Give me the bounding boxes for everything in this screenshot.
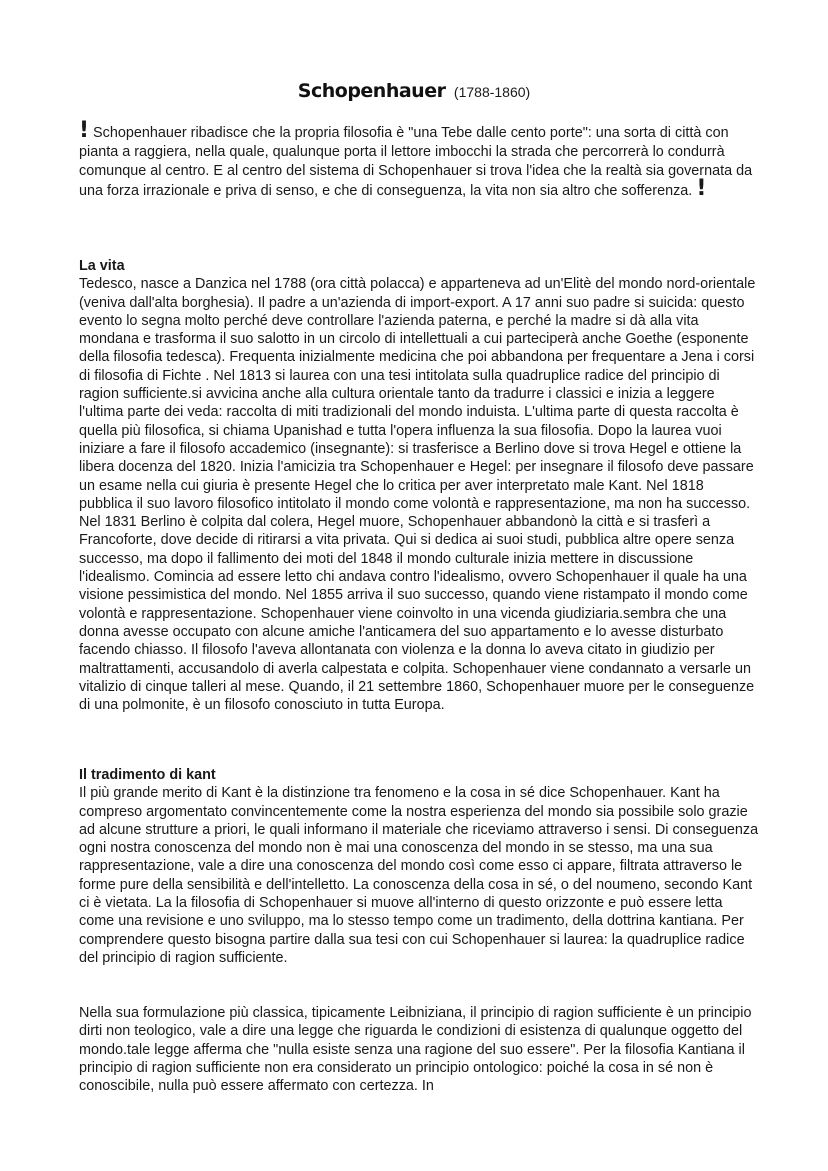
title-years: (1788-1860): [453, 84, 531, 100]
intro-paragraph: [79, 118, 759, 201]
exclamation-icon: !: [79, 118, 90, 143]
paragraph-body: Nella sua formulazione più classica, tipicamente Leibniziana, il principio di ragion sufficiente è un principio dirti non teologico, vale a dire una legge che riguarda le condizioni di esistenza di qualunque oggetto del mondo.tale legge afferma che "nulla esiste senza una ragione del suo essere". Per la filosofia Kantiana il principio di ragion sufficiente non era considerato un principio ontologico: poiché la cosa in sé non è conoscibile, nulla può essere affermato con certezza. In: [79, 1005, 752, 1095]
section-la-vita: [79, 257, 759, 714]
section-tradimento-di-kant: [79, 766, 759, 967]
section-heading: Il tradimento di kant: [79, 767, 216, 783]
title-name: Schopenhauer: [297, 80, 446, 102]
intro-text: Schopenhauer ribadisce che la propria filosofia è "una Tebe dalle cento porte": una sorta di città con pianta a raggiera, nella quale, qualunque porta il lettore imbocchi la strada che percorrerà lo condurrà comunque al centro. E al centro del sistema di Schopenhauer si trova l'idea che la realtà sia governata da una forza irrazionale e priva di senso, e che di conseguenza, la vita non sia altro che sofferenza.: [79, 125, 753, 199]
page-title: [0, 80, 828, 102]
paragraph-ragion-sufficiente: [79, 1004, 759, 1095]
exclamation-icon: !: [696, 175, 707, 201]
section-body: Il più grande merito di Kant è la distinzione tra fenomeno e la cosa in sé dice Schopenhauer. Kant ha compreso argomentato convincentemente come la nostra esperienza del mondo sia possibile solo grazie ad alcune strutture a priori, le quali informano il materiale che riceviamo attraverso i sensi. Di conseguenza ogni nostra conoscenza del mondo non è mai una conoscenza del mondo in se stesso, ma una sua rappresentazione, vale a dire una conoscenza del mondo così come esso ci appare, filtrata attraverso le forme pure della sensibilità e dell'intelletto. La conoscenza della cosa in sé, o del noumeno, secondo Kant ci è vietata. La la filosofia di Schopenhauer si muove all'interno di questo orizzonte e può essere letta come una revisione e uno sviluppo, ma lo stesso tempo come un tradimento, della dottrina kantiana. Per comprendere questo bisogna partire dalla sua tesi con cui Schopenhauer si laurea: la quadruplice radice del principio di ragion sufficiente.: [79, 785, 759, 966]
section-heading: La vita: [79, 258, 125, 274]
section-body: Tedesco, nasce a Danzica nel 1788 (ora città polacca) e apparteneva ad un'Elitè del mondo nord-orientale (veniva dall'alta borghesia). Il padre a un'azienda di import-export. A 17 anni suo padre si suicida: questo evento lo segna molto perché deve controllare l'azienda paterna, e perché la madre si dà alla vita mondana e trasforma il suo salotto in un circolo di intellettuali a cui parteciperà anche Goethe (esponente della filosofia tedesca). Frequenta inizialmente medicina che poi abbandona per frequentare a Jena i corsi di filosofia di Fichte . Nel 1813 si laurea con una tesi intitolata sulla quadruplice radice del principio di ragion sufficiente.si avvicina anche alla cultura orientale tanto da tradurre i classici e inizia a leggere l'ultima parte dei veda: raccolta di miti tradizionali del mondo induista. L'ultima parte di questa raccolta è quella più filosofica, si chiama Upanishad e tutta l'opera influenza la sua filosofia. Dopo la laurea vuoi iniziare a fare il filosofo accademico (insegnante): si trasferisce a Berlino dove si trova Hegel e ottiene la libera docenza del 1820. Inizia l'amicizia tra Schopenhauer e Hegel: per insegnare il filosofo deve passare un esame nella cui giuria è presente Hegel che lo critica per aver interpretato male Kant. Nel 1818 pubblica il suo lavoro filosofico intitolato il mondo come volontà e rappresentazione, ma non ha successo. Nel 1831 Berlino è colpita dal colera, Hegel muore, Schopenhauer abbandonò la città e si trasferì a Francoforte, dove decide di ritirarsi a vita privata. Qui si dedica ai suoi studi, pubblica altre opere senza successo, ma dopo il fallimento dei moti del 1848 il mondo culturale inizia mettere in discussione l'idealismo. Comincia ad essere letto chi andava contro l'idealismo, ovvero Schopenhauer il quale ha una visione pessimistica del mondo. Nel 1855 arriva il suo successo, quando viene ristampato il mondo come volontà e rappresentazione. Schopenhauer viene coinvolto in una vicenda giudiziaria.sembra che una donna avesse occupato con alcune amiche l'anticamera del suo appartamento e lo avesse disturbato facendo chiasso. Il filosofo l'aveva allontanata con violenza e la donna lo aveva citato in giudizio per maltrattamenti, accusandolo di averla calpestata e colpita. Schopenhauer viene condannato a versarle un vitalizio di cinque talleri al mese. Quando, il 21 settembre 1860, Schopenhauer muore per le conseguenze di una polmonite, è un filosofo conosciuto in tutta Europa.: [79, 276, 756, 714]
